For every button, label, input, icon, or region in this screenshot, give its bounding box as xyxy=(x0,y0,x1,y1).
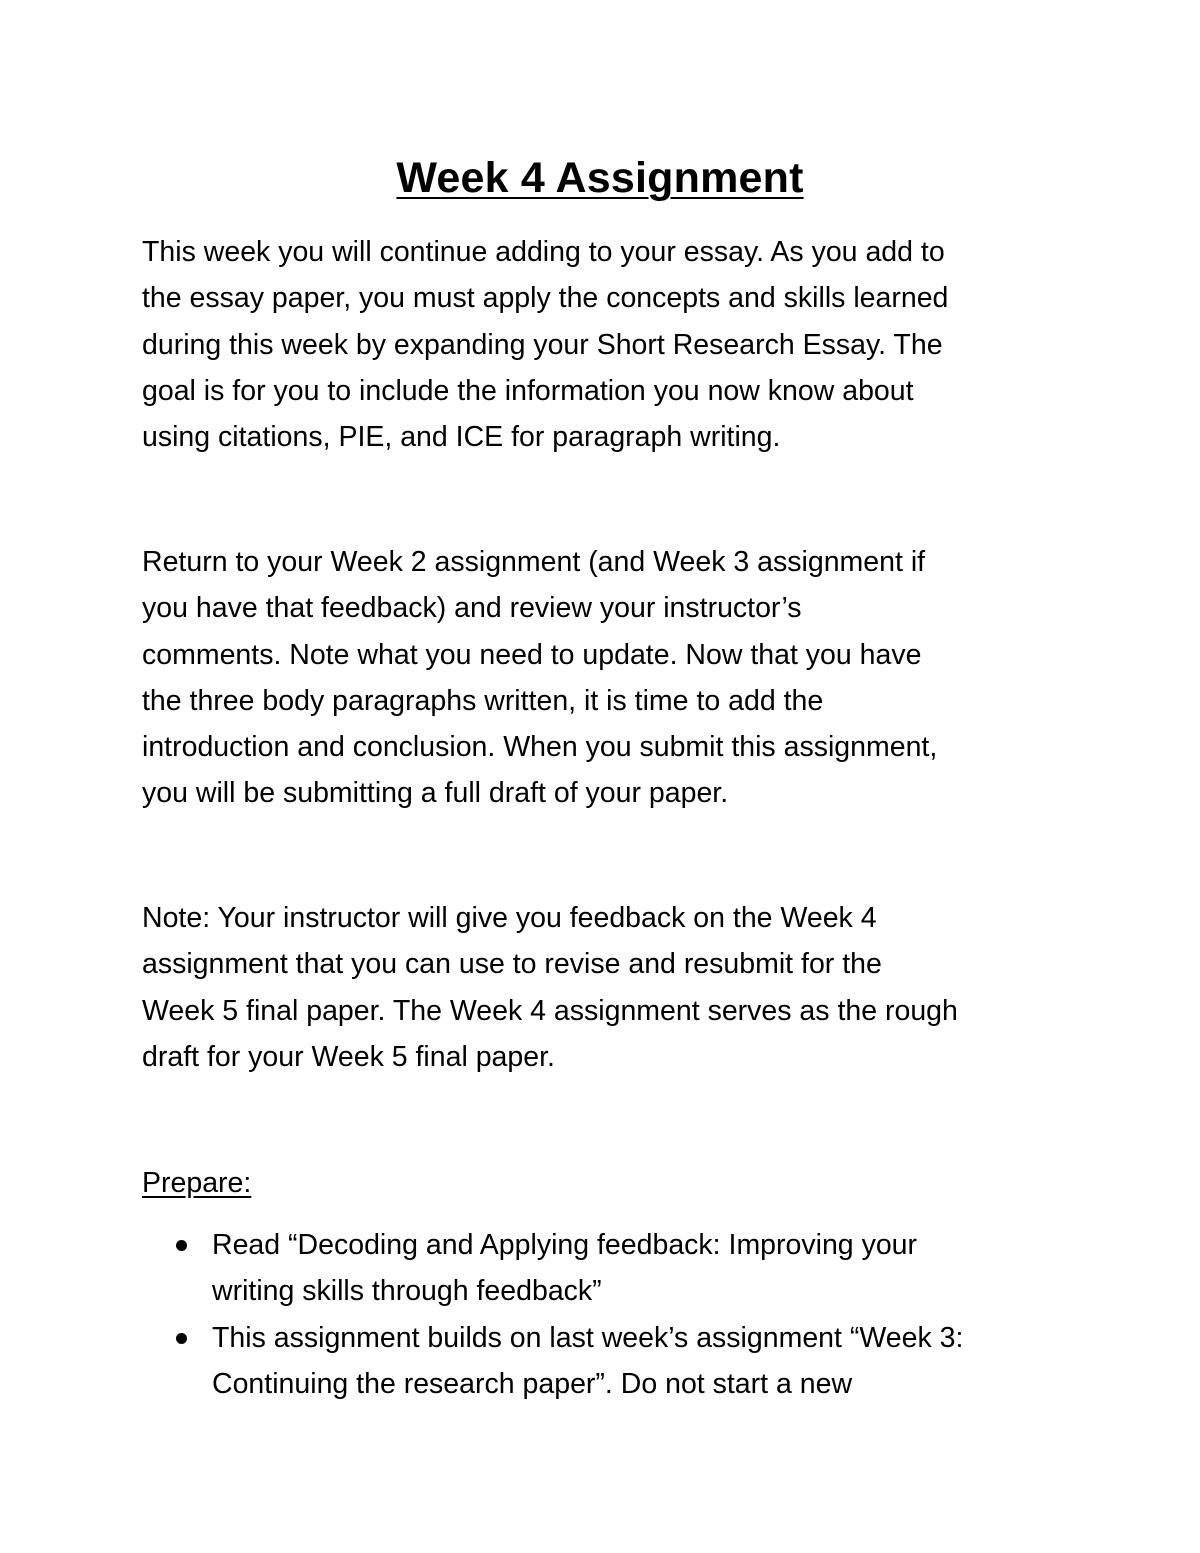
bullet-icon xyxy=(176,1240,187,1251)
text-line: draft for your Week 5 final paper. xyxy=(142,1040,555,1073)
prepare-list xyxy=(0,1222,1200,1407)
text-line: introduction and conclusion. When you submit this assignment, xyxy=(142,731,938,764)
list-item xyxy=(0,1315,1200,1408)
text-line: you have that feedback) and review your instructor’s xyxy=(142,592,802,625)
paragraph-intro xyxy=(142,229,1067,460)
text-line: Continuing the research paper”. Do not start a new xyxy=(212,1367,853,1400)
text-line: during this week by expanding your Short Research Essay. The xyxy=(142,328,943,361)
text-line: writing skills through feedback” xyxy=(212,1275,602,1308)
prepare-heading: Prepare: xyxy=(142,1167,252,1199)
text-line: comments. Note what you need to update. Now that you have xyxy=(142,638,922,671)
text-line: This week you will continue adding to your essay. As you add to xyxy=(142,236,945,268)
text-line: Note: Your instructor will give you feedback on the Week 4 xyxy=(142,902,877,934)
text-line: Week 5 final paper. The Week 4 assignment serves as the rough xyxy=(142,994,958,1027)
text-line: you will be submitting a full draft of your paper. xyxy=(142,777,729,810)
text-line: Return to your Week 2 assignment (and Week 3 assignment if xyxy=(142,546,926,578)
page-title: Week 4 Assignment xyxy=(396,154,804,202)
paragraph-return-instructions xyxy=(142,539,1067,817)
text-line: goal is for you to include the information you now know about xyxy=(142,374,914,407)
list-item xyxy=(0,1222,1200,1315)
bullet-icon xyxy=(176,1333,187,1344)
text-line: Read “Decoding and Applying feedback: Improving your xyxy=(212,1229,918,1261)
paragraph-note xyxy=(142,895,1067,1080)
text-line: the essay paper, you must apply the concepts and skills learned xyxy=(142,282,949,315)
text-line: This assignment builds on last week’s assignment “Week 3: xyxy=(212,1321,964,1354)
text-line: the three body paragraphs written, it is time to add the xyxy=(142,684,824,717)
text-line: assignment that you can use to revise and resubmit for the xyxy=(142,948,882,981)
text-line: using citations, PIE, and ICE for paragraph writing. xyxy=(142,421,781,454)
